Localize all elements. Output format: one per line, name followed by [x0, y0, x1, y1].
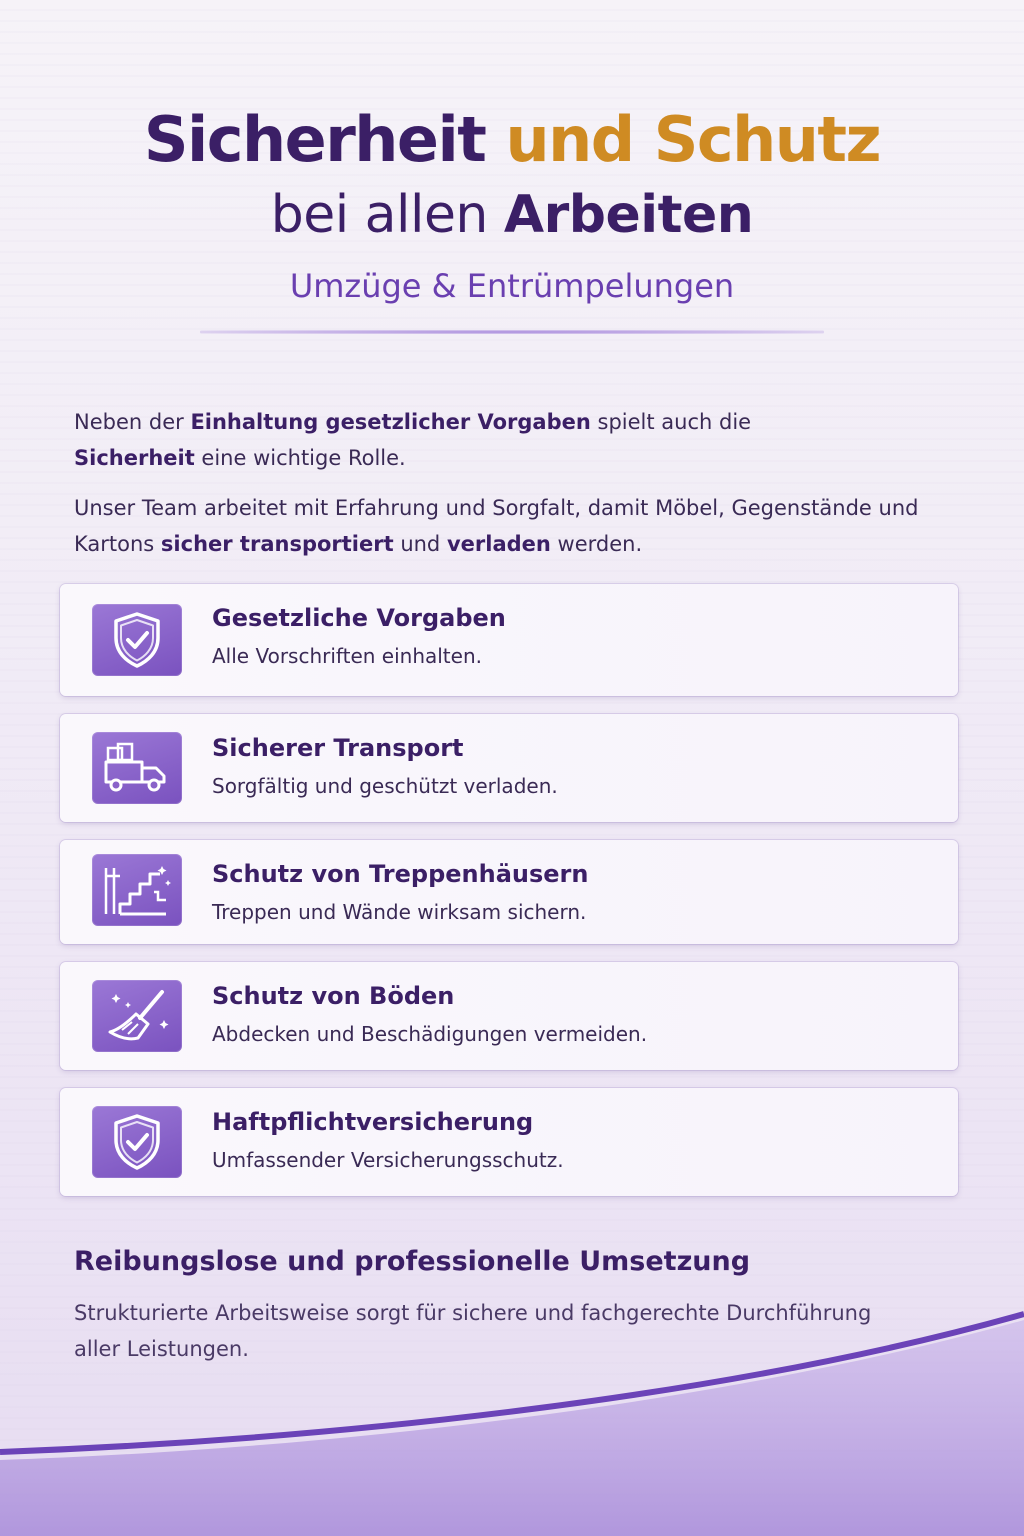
intro-p1-text-2: spielt auch die — [590, 410, 752, 434]
feature-description: Alle Vorschriften einhalten. — [212, 644, 482, 668]
page-title-line2 — [0, 180, 1024, 250]
intro-text — [74, 404, 954, 576]
feature-card-boeden — [60, 962, 958, 1070]
feature-title: Schutz von Treppenhäusern — [212, 860, 589, 888]
intro-p2-bold-1: sicher transportiert — [160, 532, 394, 556]
title-divider — [200, 330, 824, 334]
title-part-schutz: und Schutz — [505, 103, 881, 176]
title-part-sicherheit: Sicherheit — [143, 103, 486, 176]
stairs-icon — [92, 854, 182, 926]
feature-description: Abdecken und Beschädigungen vermeiden. — [212, 1022, 648, 1046]
truck-icon — [92, 732, 182, 804]
feature-title: Sicherer Transport — [212, 734, 464, 762]
intro-p2-text-3: werden. — [550, 532, 643, 556]
page-title — [0, 100, 1024, 180]
intro-paragraph-2 — [74, 490, 954, 562]
title-line2-part2: Arbeiten — [503, 185, 754, 245]
footer-title: Reibungslose und professionelle Umsetzung — [74, 1246, 751, 1277]
footer-text: Strukturierte Arbeitsweise sorgt für sichere und fachgerechte Durchführung aller Leistungen. — [74, 1301, 872, 1361]
intro-p1-text-1: Neben der — [74, 410, 191, 434]
feature-list — [60, 584, 958, 1214]
intro-p1-bold-1: Einhaltung gesetzlicher Vorgaben — [190, 410, 591, 434]
feature-card-treppenhaeuser — [60, 840, 958, 944]
feature-card-sicherer-transport — [60, 714, 958, 822]
broom-icon — [92, 980, 182, 1052]
intro-p2-bold-2: verladen — [446, 532, 551, 556]
feature-title: Haftpflichtversicherung — [212, 1108, 534, 1136]
feature-description: Treppen und Wände wirksam sichern. — [212, 900, 587, 924]
page-subtitle: Umzüge & Entrümpelungen — [289, 267, 735, 305]
feature-title: Schutz von Böden — [212, 982, 455, 1010]
shield-check-icon — [92, 604, 182, 676]
intro-p2-text-2: und — [393, 532, 447, 556]
title-line2-part1: bei allen — [270, 185, 488, 245]
feature-description: Sorgfältig und geschützt verladen. — [212, 774, 558, 798]
shield-check-icon — [92, 1106, 182, 1178]
feature-description: Umfassender Versicherungsschutz. — [212, 1148, 564, 1172]
intro-p1-text-3: eine wichtige Rolle. — [194, 446, 406, 470]
feature-title: Gesetzliche Vorgaben — [212, 604, 506, 632]
intro-p2-text-1: Unser Team arbeitet mit Erfahrung und Sorgfalt, damit Möbel, Gegenstände und Kartons — [74, 496, 919, 556]
intro-p1-bold-2: Sicherheit — [74, 446, 195, 470]
intro-paragraph-1 — [74, 404, 954, 476]
feature-card-haftpflicht — [60, 1088, 958, 1196]
feature-card-gesetzliche-vorgaben — [60, 584, 958, 696]
